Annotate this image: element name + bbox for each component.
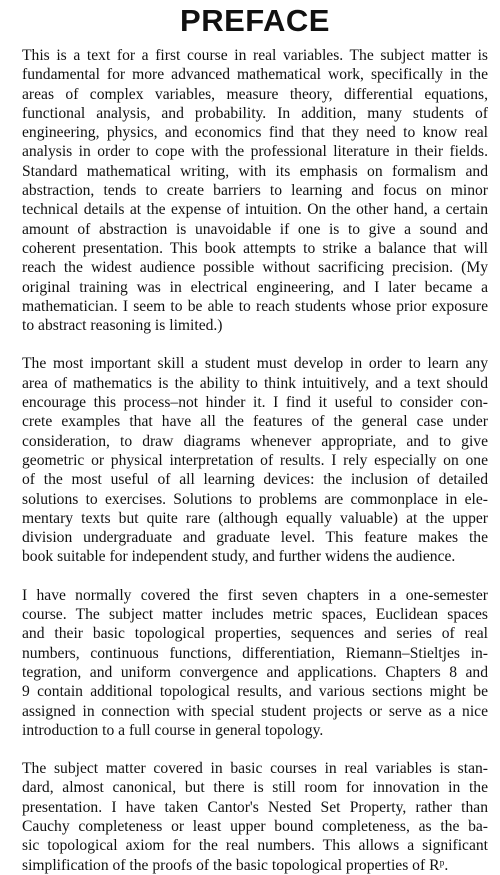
text-line: The subject matter covered in basic courses in real variables is stan- <box>22 760 488 778</box>
text-line: geometric or physical interpretation of results. I rely especially on one <box>22 451 488 469</box>
text-line: 9 contain additional topological results, and various sections might be <box>22 683 488 701</box>
page-title: PREFACE <box>180 3 330 38</box>
paragraph-2 <box>22 354 488 566</box>
text-line: sic topological axiom for the real numbers. This allows a significant <box>22 837 488 855</box>
text-line: analysis in order to cope with the professional literature in their fields. <box>22 143 488 161</box>
text-line: encourage this process–not hinder it. I find it useful to consider con- <box>22 394 488 412</box>
text-line: introduction to a full course in general topology. <box>22 721 324 739</box>
text-line: tegration, and uniform convergence and applications. Chapters 8 and <box>22 663 488 681</box>
text-line: area of mathematics is the ability to think intuitively, and a text should <box>22 374 488 392</box>
text-line: This is a text for a first course in real variables. The subject matter is <box>22 47 488 64</box>
text-line: course. The subject matter includes metric spaces, Euclidean spaces <box>22 606 488 624</box>
paragraph-gap <box>22 335 488 354</box>
preface-body <box>22 46 488 875</box>
paragraph-gap <box>22 740 488 759</box>
text-line: I have normally covered the first seven chapters in a one-semester <box>22 586 488 604</box>
paragraph-4 <box>22 759 488 875</box>
text-line: solutions to exercises. Solutions to problems are commonplace in ele- <box>22 490 488 508</box>
text-line: Standard mathematical writing, with its emphasis on formalism and <box>22 162 488 180</box>
text-line: mathematician. I seem to be able to reach students whose prior exposure <box>22 297 488 315</box>
text-line: assigned in connection with special student projects or serve as a nice <box>22 702 488 720</box>
text-line: book suitable for independent study, and further widens the audience. <box>22 548 456 566</box>
text-line: and their basic topological properties, sequences and series of real <box>22 625 488 643</box>
text-line: original training was in electrical engineering, and I later became a <box>22 278 488 296</box>
text-line: coherent presentation. This book attempts to strike a balance that will <box>22 239 488 257</box>
text-line: dard, almost canonical, but there is still room for innovation in the <box>22 779 488 797</box>
paragraph-3 <box>22 586 488 740</box>
text-line: areas of complex variables, measure theory, differential equations, <box>22 85 488 103</box>
text-line: fundamental for more advanced mathematical work, specifically in the <box>22 66 488 84</box>
paragraph-gap <box>22 567 488 586</box>
text-line: The most important skill a student must develop in order to learn any <box>22 355 488 373</box>
text-line: reach the widest audience possible without sacrificing precision. (My <box>22 259 488 277</box>
text-line: functional analysis, and probability. In addition, many students of <box>22 104 488 122</box>
text-line: simplification of the proofs of the basic topological properties of Rᵖ. <box>22 856 449 874</box>
text-line: amount of abstraction is unavoidable if one is to give a sound and <box>22 220 488 238</box>
text-line: to abstract reasoning is limited.) <box>22 317 223 335</box>
text-line: crete examples that have all the features of the general case under <box>22 413 488 431</box>
text-line: numbers, continuous functions, differentiation, Riemann–Stieltjes in- <box>22 644 488 662</box>
text-line: mentary texts but quite rare (although equally valuable) at the upper <box>22 509 488 527</box>
paragraph-1 <box>22 46 488 335</box>
text-line: division undergraduate and graduate level. This feature makes the <box>22 529 488 547</box>
text-line: technical details at the expense of intuition. On the other hand, a certain <box>22 201 488 219</box>
text-line: consideration, to draw diagrams whenever appropriate, and to give <box>22 432 488 450</box>
text-line: presentation. I have taken Cantor's Nested Set Property, rather than <box>22 798 488 816</box>
text-line: engineering, physics, and economics find that they need to know real <box>22 124 488 142</box>
text-line: Cauchy completeness or least upper bound completeness, as the ba- <box>22 817 488 835</box>
text-line: abstraction, tends to create barriers to learning and focus on minor <box>22 182 488 200</box>
text-line: of the most useful of all learning devices: the inclusion of detailed <box>22 471 488 489</box>
